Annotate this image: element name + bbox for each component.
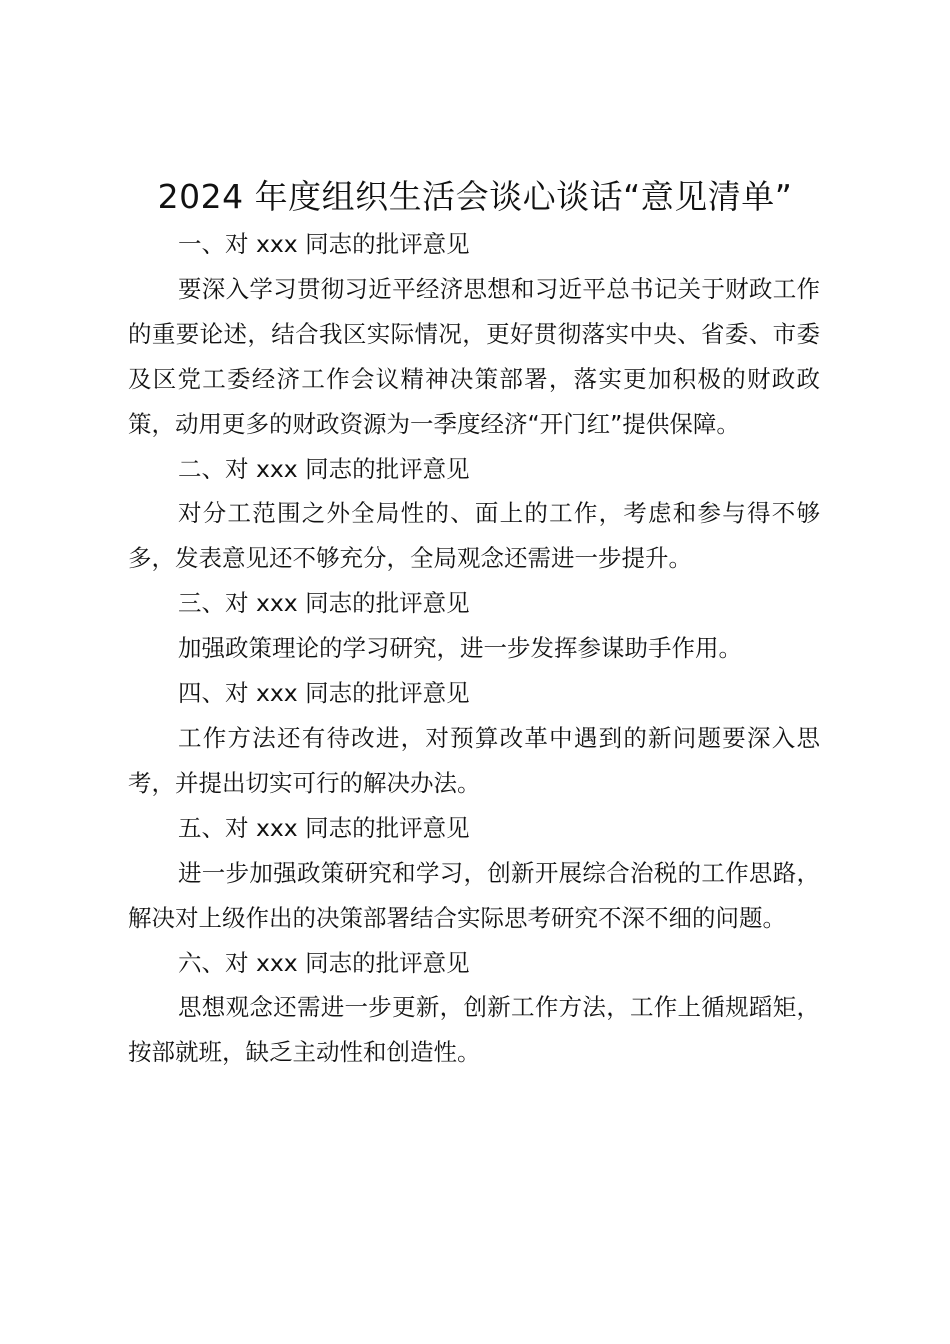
section-heading-4: 四、对 xxx 同志的批评意见 [178, 679, 470, 708]
section-heading-3: 三、对 xxx 同志的批评意见 [178, 589, 470, 618]
section-text-2: 对分工范围之外全局性的、面上的工作，考虑和参与得不够多，发表意见还不够充分，全局观念还需进一步提升。 [128, 499, 820, 573]
section-heading-5: 五、对 xxx 同志的批评意见 [178, 813, 470, 842]
section-text-1: 要深入学习贯彻习近平经济思想和习近平总书记关于财政工作的重要论述，结合我区实际情况，更好贯彻落实中央、省委、市委及区党工委经济工作会议精神决策部署，落实更加积极的财政政策，动用更多的财政资源为一季度经济“开门红”提供保障。 [128, 274, 820, 438]
section-heading-1: 一、对 xxx 同志的批评意见 [178, 230, 470, 258]
section-text-5: 进一步加强政策研究和学习，创新开展综合治税的工作思路，解决对上级作出的决策部署结合实际思考研究不深不细的问题。 [128, 858, 820, 932]
section-text-4: 工作方法还有待改进，对预算改革中遇到的新问题要深入思考，并提出切实可行的解决办法。 [128, 723, 820, 797]
section-heading-2: 二、对 xxx 同志的批评意见 [178, 454, 470, 483]
section-heading-6: 六、对 xxx 同志的批评意见 [178, 948, 470, 977]
section-text-6: 思想观念还需进一步更新，创新工作方法，工作上循规蹈矩，按部就班，缺乏主动性和创造性。 [128, 993, 820, 1067]
section-text-3: 加强政策理论的学习研究，进一步发挥参谋助手作用。 [178, 634, 742, 663]
document-body [128, 222, 820, 1075]
document-title: 2024 年度组织生活会谈心谈话“意见清单” [157, 177, 793, 216]
